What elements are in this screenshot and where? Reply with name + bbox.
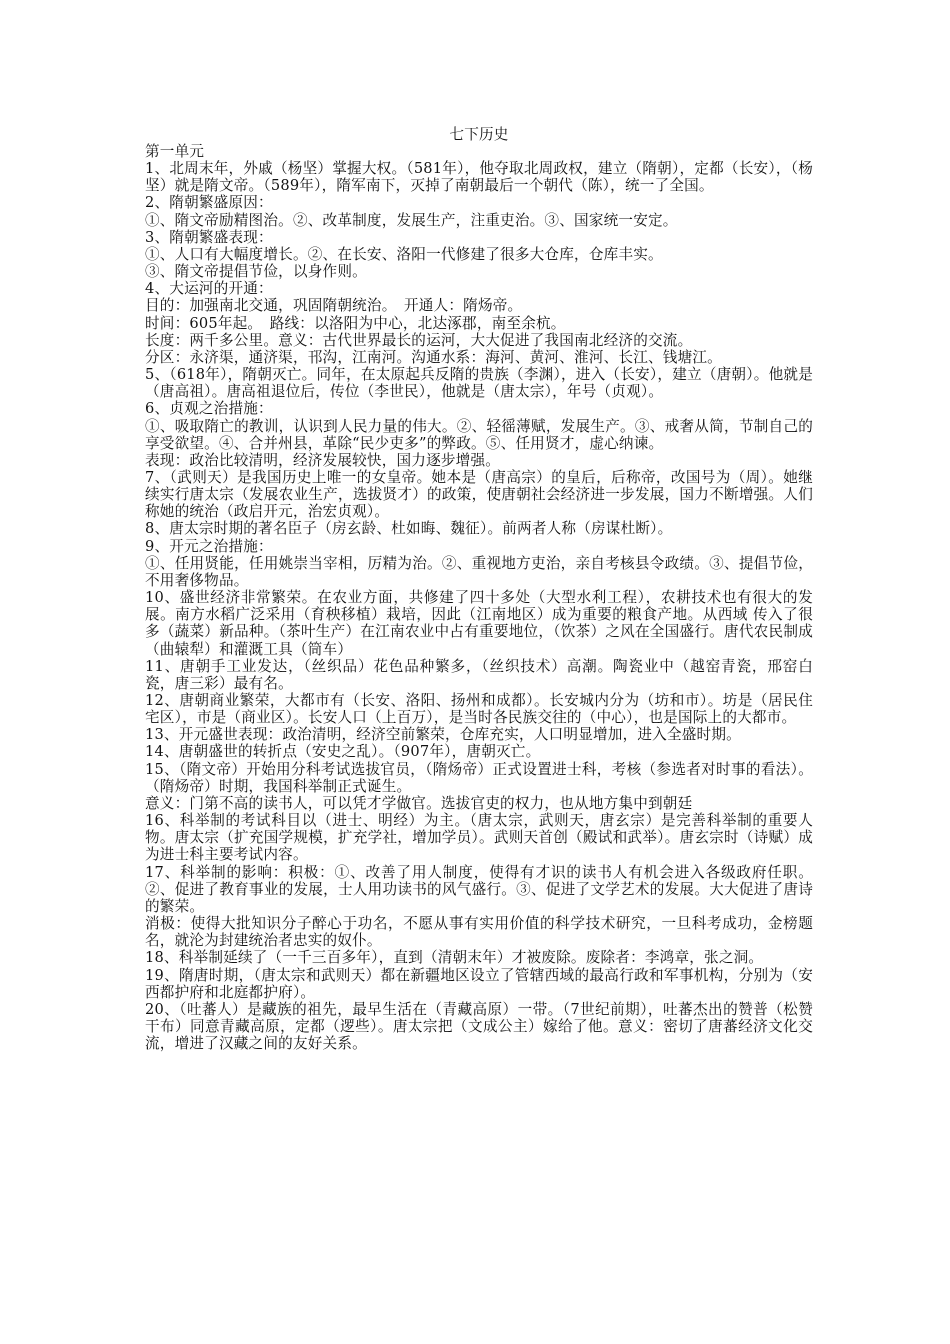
paragraph-11: 11、唐朝手工业发达，（丝织品）花色品种繁多，（丝织技术）高潮。陶瓷业中（越窑青瓷，邢窑白瓷，唐三彩）最有名。 <box>145 657 813 692</box>
paragraph-5: 5、（618年），隋朝灭亡。同年，在太原起兵反隋的贵族（李渊），进入（长安），建立（唐朝）。他就是（唐高祖）。唐高祖退位后，传位（李世民），他就是（唐太宗），年号（贞观）。 <box>145 366 813 401</box>
paragraph-4-heading: 4、大运河的开通： <box>145 280 273 298</box>
paragraph-3-body-b: ③、隋文帝提倡节俭，以身作则。 <box>145 263 367 281</box>
paragraph-17-negative: 消极：使得大批知识分子醉心于功名，不愿从事有实用价值的科学技术研究，一旦科考成功，金榜题名，就沦为封建统治者忠实的奴仆。 <box>145 915 813 950</box>
paragraph-16: 16、科举制的考试科目以（进士、明经）为主。（唐太宗，武则天，唐玄宗）是完善科举制的重要人物。唐太宗（扩充国学规模，扩充学社，增加学员）。武则天首创（殿试和武举）。唐玄宗时（诗赋）成为进士科主要考试内容。 <box>145 812 813 864</box>
paragraph-18: 18、科举制延续了（一千三百多年），直到（清朝末年）才被废除。废除者：李鸿章，张之洞。 <box>145 949 764 967</box>
paragraph-2-heading: 2、隋朝繁盛原因： <box>145 194 273 212</box>
paragraph-3-heading: 3、隋朝繁盛表现： <box>145 228 273 246</box>
paragraph-6-result: 表现：政治比较清明，经济发展较快，国力逐步增强。 <box>145 451 501 469</box>
document-title: 七下历史 <box>449 126 509 143</box>
paragraph-unit-heading: 第一单元 <box>145 143 205 160</box>
paragraph-4-time: 时间：605年起。 路线：以洛阳为中心，北达涿郡，南至余杭。 <box>145 314 566 332</box>
paragraph-9-heading: 9、开元之治措施： <box>145 537 273 555</box>
paragraph-4-purpose: 目的：加强南北交通，巩固隋朝统治。 开通人：隋炀帝。 <box>145 297 523 315</box>
content-lines <box>145 143 813 1052</box>
paragraph-4-sections: 分区：永济渠，通济渠，邗沟，江南河。沟通水系：海河、黄河、淮河、长江、钱塘江。 <box>145 348 722 366</box>
document-body <box>145 126 813 1052</box>
paragraph-15-meaning: 意义：门第不高的读书人，可以凭才学做官。选拔官吏的权力，也从地方集中到朝廷 <box>145 794 693 812</box>
paragraph-19: 19、隋唐时期，（唐太宗和武则天）都在新疆地区设立了管辖西域的最高行政和军事机构，分别为（安西都护府和北庭都护府）。 <box>145 966 813 1001</box>
paragraph-1: 1、北周末年，外戚（杨坚）掌握大权。（581年），他夺取北周政权，建立（隋朝），定都（长安），（杨坚）就是隋文帝。（589年），隋军南下，灭掉了南朝最后一个朝代（陈），统一了全国。 <box>145 160 813 195</box>
paragraph-2-body: ①、隋文帝励精图治。②、改革制度，发展生产，注重吏治。③、国家统一安定。 <box>145 211 678 229</box>
paragraph-14: 14、唐朝盛世的转折点（安史之乱）。（907年），唐朝灭亡。 <box>145 743 541 761</box>
paragraph-9-body: ①、任用贤能，任用姚崇当宰相，厉精为治。②、重视地方吏治，亲自考核县令政绩。③、提倡节俭，不用奢侈物品。 <box>145 554 813 589</box>
paragraph-13: 13、开元盛世表现：政治清明，经济空前繁荣，仓库充实，人口明显增加，进入全盛时期。 <box>145 726 741 744</box>
paragraph-8: 8、唐太宗时期的著名臣子（房玄龄、杜如晦、魏征）。前两者人称（房谋杜断）。 <box>145 520 673 538</box>
paragraph-15: 15、（隋文帝）开始用分科考试选拔官员，（隋炀帝）正式设置进士科，考核（参选者对时事的看法）。（隋炀帝）时期，我国科举制正式诞生。 <box>145 760 813 795</box>
paragraph-12: 12、唐朝商业繁荣，大都市有（长安、洛阳、扬州和成都）。长安城内分为（坊和市）。坊是（居民住宅区），市是（商业区）。长安人口（上百万），是当时各民族交往的（中心），也是国际上的大都市。 <box>145 692 813 727</box>
paragraph-6-heading: 6、贞观之治措施： <box>145 400 273 418</box>
paragraph-20: 20、（吐蕃人）是藏族的祖先，最早生活在（青藏高原）一带。（7世纪前期），吐蕃杰出的赞普（松赞干布）同意青藏高原，定都（逻些）。唐太宗把（文成公主）嫁给了他。意义：密切了唐蕃经济文化交流，增进了汉藏之间的友好关系。 <box>145 1000 813 1053</box>
paragraph-10: 10、盛世经济非常繁荣。在农业方面，共修建了四十多处（大型水利工程），农耕技术也有很大的发展。南方水稻广泛采用（育秧移植）栽培，因此（江南地区）成为重要的粮食产地。从西域 传入了很多（蔬菜）新品种。（茶叶生产）在江南农业中占有重要地位，（饮茶）之风在全国盛行。唐代农民制成（曲辕犁）和灌溉工具（筒车） <box>145 589 813 658</box>
paragraph-7: 7、（武则天）是我国历史上唯一的女皇帝。她本是（唐高宗）的皇后，后称帝，改国号为（周）。她继续实行唐太宗（发展农业生产，选拔贤才）的政策，使唐朝社会经济进一步发展，国力不断增强。人们称她的统治（政启开元，治宏贞观）。 <box>145 468 813 521</box>
paragraph-6-body: ①、吸取隋亡的教训，认识到人民力量的伟大。②、轻徭薄赋，发展生产。③、戒奢从简，节制自己的享受欲望。④、合并州县，革除“民少吏多”的弊政。⑤、任用贤才，虚心纳谏。 <box>145 417 813 452</box>
paragraph-17: 17、科举制的影响：积极：①、改善了用人制度，使得有才识的读书人有机会进入各级政府任职。②、促进了教育事业的发展，士人用功读书的风气盛行。③、促进了文学艺术的发展。大大促进了唐诗的繁荣。 <box>145 863 813 915</box>
paragraph-3-body-a: ①、人口有大幅度增长。②、在长安、洛阳一代修建了很多大仓库，仓库丰实。 <box>145 245 663 263</box>
paragraph-4-length: 长度：两千多公里。意义：古代世界最长的运河，大大促进了我国南北经济的交流。 <box>145 331 693 349</box>
